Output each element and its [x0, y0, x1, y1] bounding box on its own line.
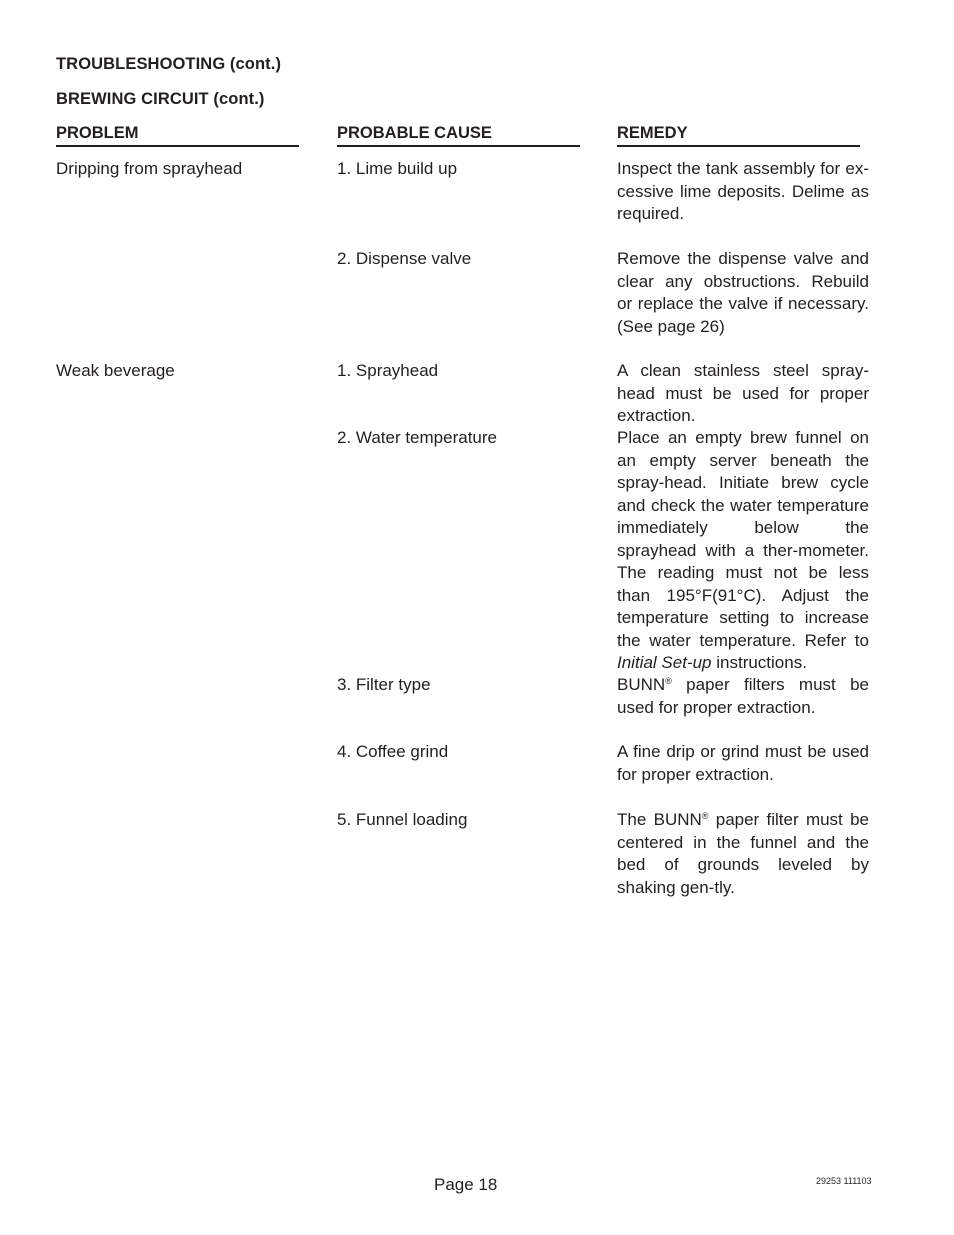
remedy-funnel-loading-lead: The BUNN [617, 810, 702, 829]
section-title: TROUBLESHOOTING (cont.) [56, 55, 282, 73]
subsection-title: BREWING CIRCUIT (cont.) [56, 90, 265, 108]
registered-mark: ® [665, 676, 672, 686]
cause-funnel-loading: 5. Funnel loading [337, 810, 468, 829]
cause-filter-type: 3. Filter type [337, 675, 431, 694]
remedy-funnel-loading-text: paper filter must be centered in the funnel and the bed of grounds leveled by shaking gen-tly. [617, 810, 870, 897]
cause-water-temperature: 2. Water temperature [337, 428, 497, 447]
remedy-coffee-grind: A fine drip or grind must be used for proper extraction. [617, 742, 869, 784]
registered-mark: ® [701, 811, 709, 821]
column-header-problem: PROBLEM [56, 124, 299, 147]
remedy-filter-type [617, 674, 869, 719]
remedy-funnel-loading [617, 809, 869, 899]
cause-coffee-grind: 4. Coffee grind [337, 742, 449, 761]
remedy-water-temperature-text: Place an empty brew funnel on an empty server beneath the spray-head. Initiate brew cycle and check the water temperature immediately below the sprayhead with a ther-mometer. The reading must not be less than 195°F(91°C). Adjust the temperature setting to increase the water temperature. Refer to [617, 428, 869, 650]
remedy-water-temperature [617, 427, 869, 675]
problem-weak-beverage: Weak beverage [56, 361, 175, 380]
remedy-sprayhead: A clean stainless steel spray-head must be used for proper extraction. [617, 361, 869, 425]
page-number: Page 18 [434, 1175, 498, 1194]
document-code: 29253 111103 [816, 1176, 872, 1186]
remedy-water-temperature-tail: instructions. [716, 653, 807, 672]
cause-dispense-valve: 2. Dispense valve [337, 249, 472, 268]
problem-dripping-from-sprayhead: Dripping from sprayhead [56, 159, 243, 178]
column-header-remedy: REMEDY [617, 124, 860, 147]
brand-name: BUNN [617, 675, 666, 694]
cause-sprayhead: 1. Sprayhead [337, 361, 439, 380]
remedy-lime-build-up: Inspect the tank assembly for ex-cessive lime deposits. Delime as required. [617, 159, 869, 223]
column-header-probable-cause: PROBABLE CAUSE [337, 124, 580, 147]
cause-lime-build-up: 1. Lime build up [337, 159, 458, 178]
remedy-filter-type-text: paper filters must be used for proper extraction. [617, 675, 869, 717]
initial-setup-reference: Initial Set-up [617, 653, 712, 672]
remedy-dispense-valve: Remove the dispense valve and clear any obstructions. Rebuild or replace the valve if necessary.(See page 26) [617, 249, 869, 336]
